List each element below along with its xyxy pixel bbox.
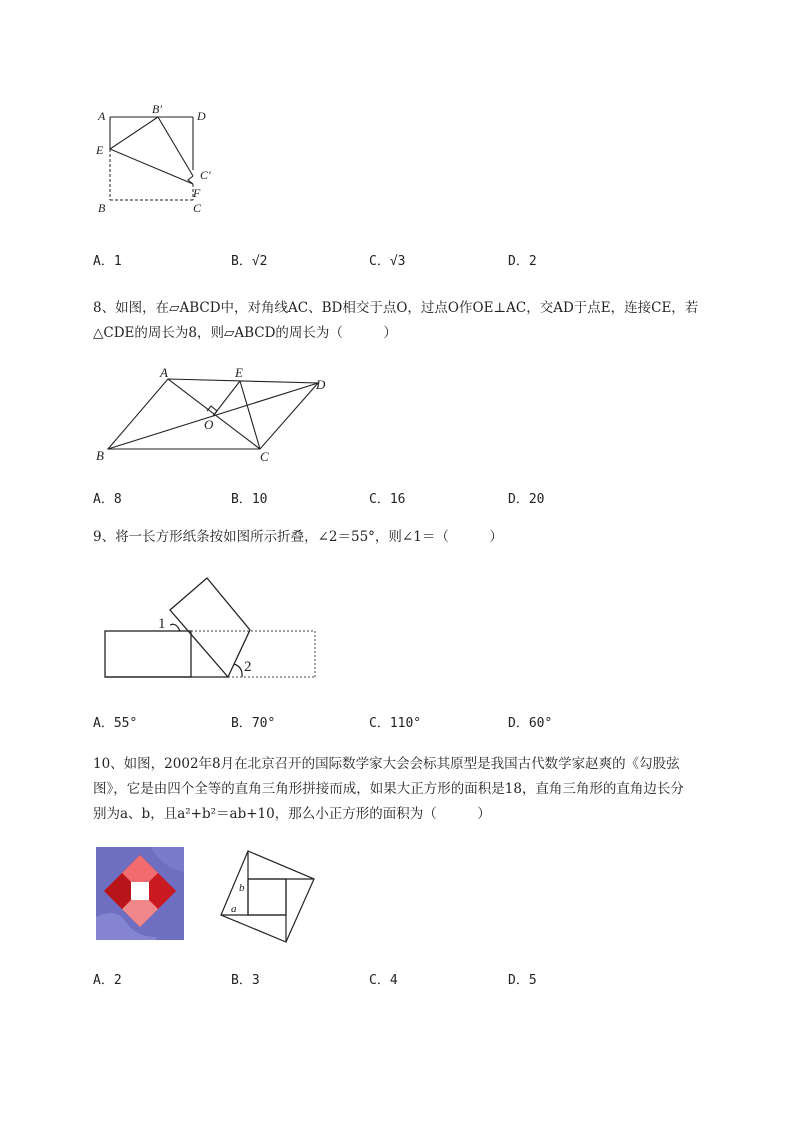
- q8-option-a[interactable]: A．8: [93, 492, 122, 507]
- q10-congress-emblem-image: [96, 847, 184, 940]
- q10-small-square: [248, 879, 286, 915]
- q7-label-c: C: [193, 201, 202, 215]
- q10-stem-line2: 图》，它是由四个全等的直角三角形拼接而成，如果大正方形的面积是18，直角三角形的直角边长分: [93, 781, 684, 797]
- q7-option-c[interactable]: C．√3: [369, 254, 406, 269]
- q10-big-square: [221, 851, 314, 942]
- q7-figure: [90, 100, 230, 225]
- q9-option-b[interactable]: B．70°: [231, 716, 276, 731]
- q7-option-d[interactable]: D．2: [508, 254, 537, 269]
- q8-option-d[interactable]: D．20: [508, 492, 545, 507]
- q9-option-d[interactable]: D．60°: [508, 716, 553, 731]
- q7-label-d: D: [197, 109, 206, 123]
- q9-strip-left: [105, 631, 191, 677]
- q7-label-cp: C′: [200, 168, 211, 182]
- q7-edge-e-bp: [110, 117, 158, 149]
- q8-option-c[interactable]: C．16: [369, 492, 406, 507]
- q9-label-angle-2: 2: [244, 659, 252, 675]
- q10-option-d[interactable]: D．5: [508, 973, 537, 988]
- q7-option-b[interactable]: B．√2: [231, 254, 268, 269]
- q8-label-o: O: [204, 417, 214, 432]
- q10-label-b: b: [239, 882, 245, 894]
- q7-edge-bp-cp: [158, 117, 193, 176]
- q8-option-b[interactable]: B．10: [231, 492, 268, 507]
- q8-segment-ce: [240, 381, 260, 449]
- q7-label-f: F: [193, 186, 201, 200]
- q8-stem-line1: 8、如图，在▱ABCD中，对角线AC、BD相交于点O，过点O作OE⊥AC，交AD于点E，连接CE，若: [93, 300, 699, 316]
- q7-label-bp: B′: [152, 102, 162, 116]
- q9-angle-1-arc: [170, 624, 180, 631]
- q10-stem-line3: 别为a、b，且a²+b²＝ab+10，那么小正方形的面积为（ ）: [93, 806, 491, 822]
- q9-label-angle-1: 1: [158, 616, 166, 632]
- q9-option-a[interactable]: A．55°: [93, 716, 138, 731]
- q8-label-a: A: [160, 365, 168, 380]
- q9-stem-line1: 9、将一长方形纸条按如图所示折叠，∠2＝55°，则∠1＝（ ）: [93, 529, 503, 545]
- q9-angle-2-arc: [234, 664, 242, 677]
- q8-figure: [90, 365, 340, 465]
- q8-parallelogram: [108, 379, 318, 449]
- q7-label-b: B: [98, 201, 106, 215]
- q7-option-a[interactable]: A．1: [93, 254, 122, 269]
- q8-label-b: B: [96, 448, 104, 463]
- q9-folded-flap: [170, 578, 250, 677]
- q8-label-e: E: [235, 365, 243, 380]
- q10-option-b[interactable]: B．3: [231, 973, 260, 988]
- q10-option-a[interactable]: A．2: [93, 973, 122, 988]
- q7-label-a: A: [98, 109, 106, 123]
- q10-zhao-shuang-diagram: [218, 848, 318, 943]
- q10-option-c[interactable]: C．4: [369, 973, 398, 988]
- q8-stem-line2: △CDE的周长为8，则▱ABCD的周长为（ ）: [93, 325, 397, 341]
- q10-label-a: a: [231, 903, 237, 915]
- q10-stem-line1: 10、如图，2002年8月在北京召开的国际数学家大会会标其原型是我国古代数学家赵爽的《勾股弦: [93, 756, 680, 772]
- q7-label-e: E: [96, 143, 104, 157]
- q9-option-c[interactable]: C．110°: [369, 716, 422, 731]
- q8-label-d: D: [316, 377, 326, 392]
- q9-figure: [100, 570, 325, 685]
- q8-label-c: C: [260, 449, 269, 464]
